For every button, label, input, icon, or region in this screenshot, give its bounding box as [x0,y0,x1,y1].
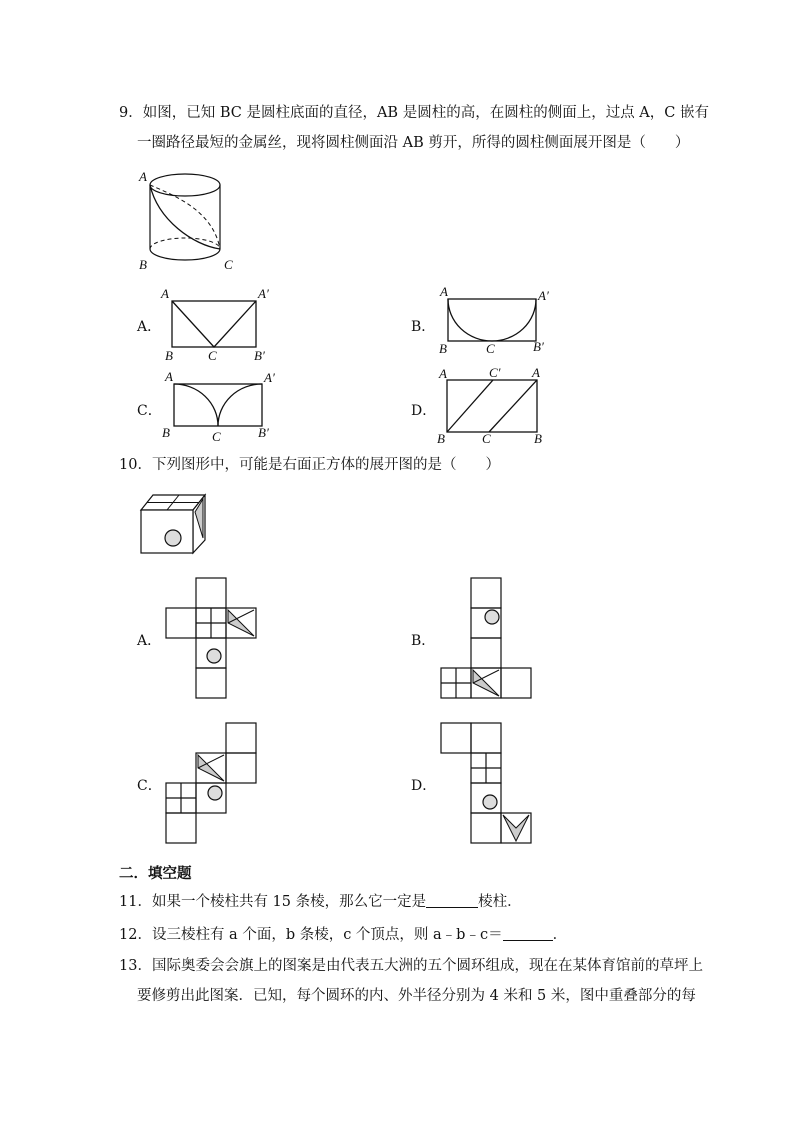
cyl-label-c: C [224,257,233,272]
svg-text:C: C [212,429,221,444]
svg-text:C: C [208,348,217,363]
q10-option-c-figure[interactable] [160,720,260,845]
q10-option-a-figure[interactable] [160,575,270,700]
q11-answer-blank[interactable] [426,893,478,908]
q10-option-a-label[interactable]: A． [137,633,162,649]
svg-text:B′: B′ [254,348,265,363]
q10-option-b-label[interactable]: B． [411,633,436,649]
q10-option-b-figure[interactable] [438,575,538,700]
section-title: 二．填空题 [119,866,192,882]
svg-text:B′: B′ [533,339,544,354]
cyl-label-a: A [139,169,147,184]
q9-option-c-figure[interactable] [160,369,280,444]
svg-text:B: B [162,425,170,440]
svg-text:B: B [534,431,542,446]
cyl-label-b: B [139,257,147,272]
q9-option-a-figure[interactable] [160,286,275,361]
svg-text:A′: A′ [258,286,269,301]
q9-option-a-label[interactable]: A． [137,319,162,335]
q9-option-b-label[interactable]: B． [411,319,436,335]
q10-option-c-label[interactable]: C． [137,778,162,794]
svg-text:C′: C′ [489,365,501,380]
q9-option-b-figure[interactable] [437,284,557,359]
svg-text:C: C [482,431,491,446]
svg-text:A′: A′ [538,288,549,303]
q13-line2: 要修剪出此图案．已知，每个圆环的内、外半径分别为 4 米和 5 米，图中重叠部分的每 [137,988,696,1004]
cube-figure [138,490,208,555]
svg-text:B: B [439,341,447,356]
svg-text:A: A [440,284,448,299]
svg-text:A: A [532,365,540,380]
svg-text:B: B [165,348,173,363]
svg-text:A: A [165,369,173,384]
q11: 11．如果一个棱柱共有 15 条棱，那么它一定是 棱柱． [119,894,522,910]
svg-text:B: B [437,431,445,446]
svg-text:A′: A′ [264,370,275,385]
q10-option-d-label[interactable]: D． [411,778,437,794]
q12: 12．设三棱柱有 a 个面，b 条棱，c 个顶点，则 a﹣b﹣c＝ ． [119,927,568,943]
q9-option-d-label[interactable]: D． [411,403,437,419]
q10-option-d-figure[interactable] [438,720,538,845]
q9-line2: 一圈路径最短的金属丝，现将圆柱侧面沿 AB 剪开，所得的圆柱侧面展开图是（ ） [137,135,690,151]
svg-text:C: C [486,341,495,356]
q9-line1: 9．如图，已知 BC 是圆柱底面的直径，AB 是圆柱的高，在圆柱的侧面上，过点 A，C 嵌有 [119,105,709,121]
svg-text:A: A [439,366,447,381]
q12-answer-blank[interactable] [503,926,553,941]
svg-text:A: A [161,286,169,301]
cylinder-figure [138,165,238,280]
q9-option-c-label[interactable]: C． [137,403,162,419]
svg-text:B′: B′ [258,425,269,440]
q9-option-d-figure[interactable] [436,367,556,447]
q13-line1: 13．国际奥委会会旗上的图案是由代表五大洲的五个圆环组成，现在在某体育馆前的草坪上 [119,958,703,974]
q10-line1: 10．下列图形中，可能是右面正方体的展开图的是（ ） [119,457,500,473]
